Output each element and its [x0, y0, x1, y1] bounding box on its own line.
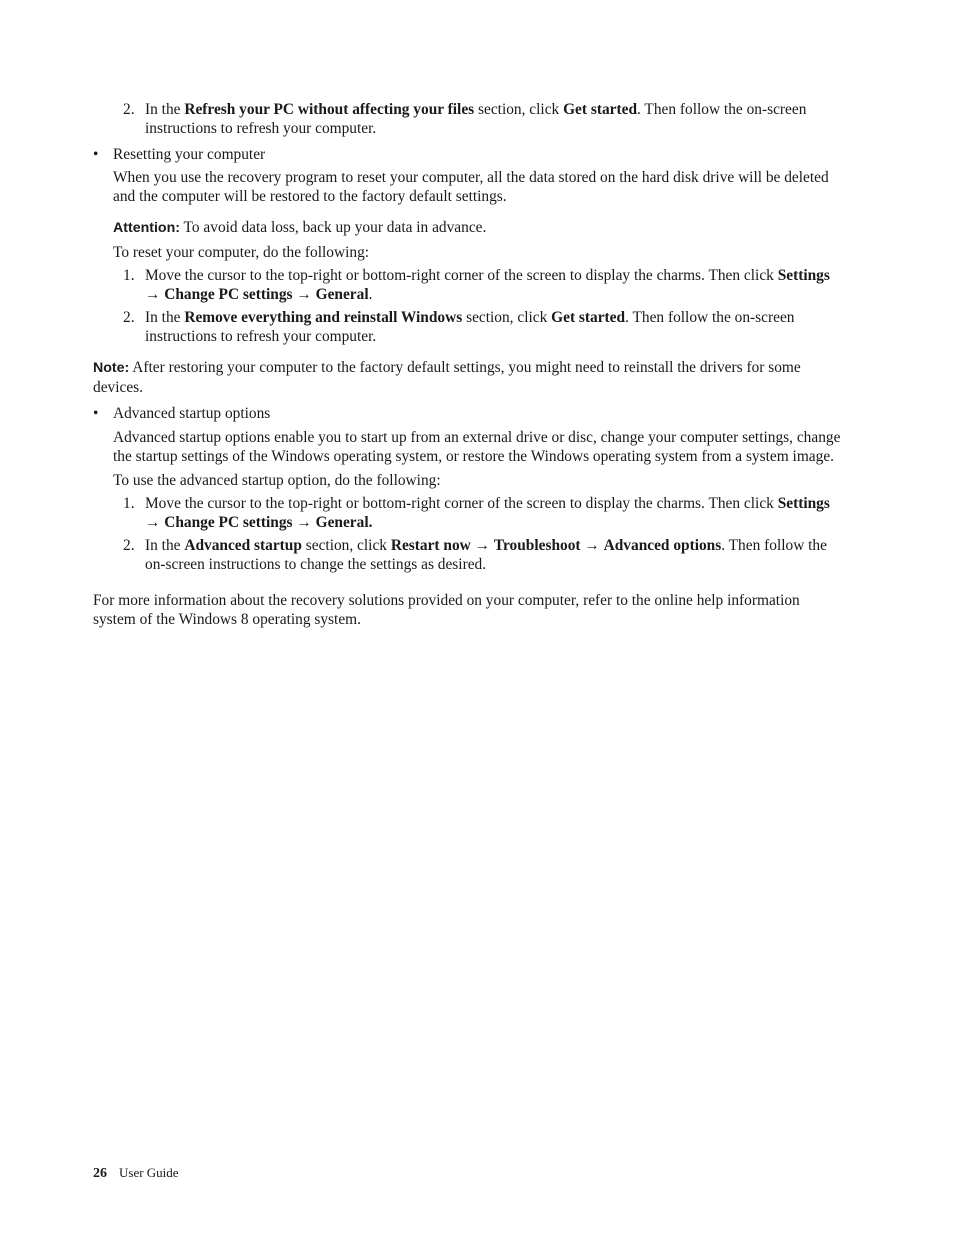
advanced-step-1: 1. Move the cursor to the top-right or bottom-right corner of the screen to display the charms. Then click Settings → Change PC settings → General. — [123, 495, 830, 531]
advanced-bullet: • Advanced startup options — [93, 405, 271, 422]
bullet-dot: • — [93, 146, 99, 163]
note: Note: After restoring your computer to the factory default settings, you might need to reinstall the drivers for some devices. — [93, 359, 801, 396]
advanced-intro: To use the advanced startup option, do the following: — [113, 472, 441, 489]
page-number: 26 — [93, 1166, 107, 1181]
step-number: 1. — [123, 495, 135, 512]
reset-intro: To reset your computer, do the following: — [113, 244, 370, 261]
page-content — [93, 100, 843, 629]
bullet-dot: • — [93, 405, 99, 422]
attention-notice: Attention: To avoid data loss, back up your data in advance. — [113, 219, 487, 236]
reset-step-1: 1. Move the cursor to the top-right or bottom-right corner of the screen to display the charms. Then click Settings → Change PC settings → General. — [123, 267, 830, 303]
closing-paragraph: For more information about the recovery solutions provided on your computer, refer to the online help information system of the Windows 8 operating system. — [93, 592, 800, 628]
reset-bullet: • Resetting your computer — [93, 146, 266, 163]
advanced-description: Advanced startup options enable you to start up from an external drive or disc, change your computer settings, change the startup settings of the Windows operating system, or restore the Windows operating system from a system image. — [113, 429, 841, 465]
refresh-step-2: 2. In the Refresh your PC without affecting your files section, click Get started. Then follow the on-screen instructions to refresh your computer. — [123, 101, 807, 137]
step-number: 2. — [123, 537, 135, 554]
advanced-step-2: 2. In the Advanced startup section, click Restart now → Troubleshoot → Advanced options. Then follow the on-screen instructions to change the settings as desired. — [123, 537, 827, 573]
step-number: 1. — [123, 267, 135, 284]
document-title: User Guide — [119, 1165, 179, 1180]
reset-description: When you use the recovery program to reset your computer, all the data stored on the hard disk drive will be deleted and the computer will be restored to the factory default settings. — [113, 169, 829, 205]
step-number: 2. — [123, 101, 135, 118]
attention-label: Attention: — [113, 220, 180, 236]
note-label: Note: — [93, 360, 130, 376]
page-footer — [93, 1165, 179, 1182]
step-number: 2. — [123, 309, 135, 326]
reset-step-2: 2. In the Remove everything and reinstall Windows section, click Get started. Then follow the on-screen instructions to refresh your computer. — [123, 309, 795, 345]
